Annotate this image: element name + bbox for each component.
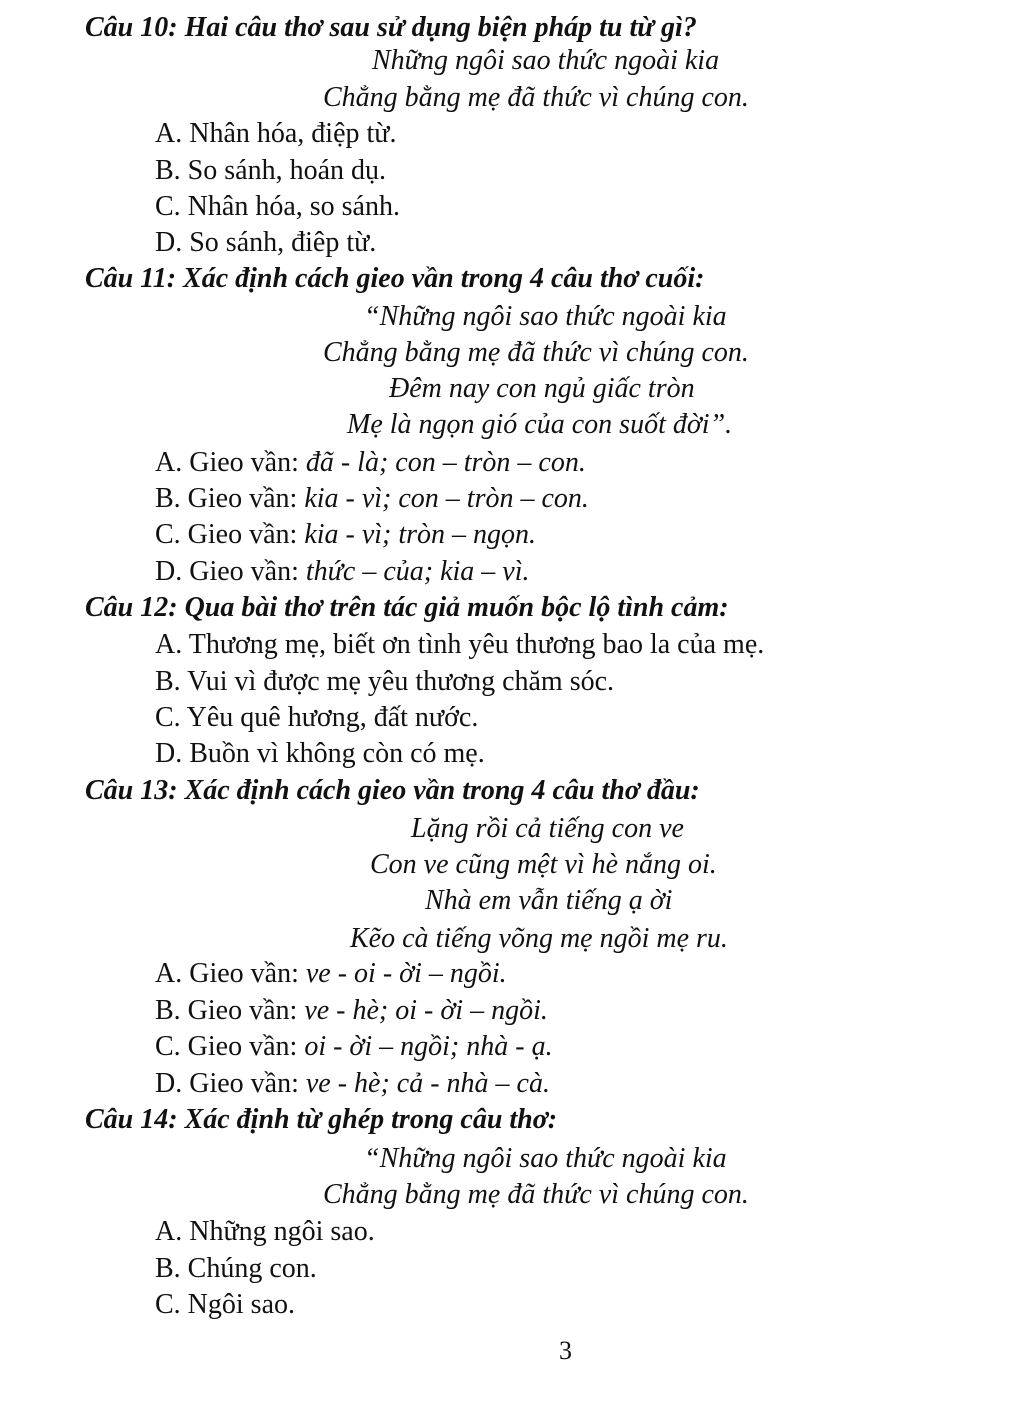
question-12-title: Câu 12: Qua bài thơ trên tác giả muốn bộc lộ tình cảm:	[85, 592, 729, 623]
q13-option-d-prefix: D. Gieo vần:	[155, 1068, 306, 1099]
q12-option-a: A. Thương mẹ, biết ơn tình yêu thương bao la của mẹ.	[155, 629, 765, 660]
question-14-title: Câu 14: Xác định từ ghép trong câu thơ:	[85, 1104, 558, 1135]
q11-option-b-prefix: B. Gieo vần:	[155, 483, 305, 514]
q10-option-d: D. So sánh, điêp từ.	[155, 227, 377, 258]
q11-option-d-prefix: D. Gieo vần:	[155, 556, 306, 587]
q11-option-a-answer: đã - là; con – tròn – con.	[305, 447, 586, 478]
q13-option-c-prefix: C. Gieo vần:	[155, 1031, 305, 1062]
q11-verse-line-1: “Những ngôi sao thức ngoài kia	[364, 301, 727, 332]
q10-verse-line-1: Những ngôi sao thức ngoài kia	[372, 45, 720, 76]
q13-option-b-answer: ve - hè; oi - ời – ngồi.	[304, 995, 548, 1026]
q11-verse-line-2: Chẳng bằng mẹ đã thức vì chúng con.	[323, 337, 749, 368]
q14-verse-line-1: “Những ngôi sao thức ngoài kia	[364, 1143, 727, 1174]
question-10-title: Câu 10: Hai câu thơ sau sử dụng biện pháp tu từ gì?	[85, 12, 697, 43]
page-number: 3	[559, 1336, 572, 1365]
q11-option-d-answer: thức – của; kia – vì.	[305, 556, 530, 587]
q13-verse-line-3: Nhà em vẫn tiếng ạ ời	[425, 885, 673, 916]
q13-option-a	[155, 960, 507, 988]
q13-option-c-answer: oi - ời – ngồi; nhà - ạ.	[304, 1031, 553, 1062]
q13-verse-line-4: Kẽo cà tiếng võng mẹ ngồi mẹ ru.	[350, 923, 728, 954]
q10-verse-line-2: Chẳng bằng mẹ đã thức vì chúng con.	[323, 82, 749, 113]
q14-option-b: B. Chúng con.	[155, 1253, 317, 1284]
q12-option-c: C. Yêu quê hương, đất nước.	[155, 702, 479, 733]
q13-option-a-answer: ve - oi - ời – ngồi.	[305, 958, 507, 989]
q11-option-c-prefix: C. Gieo vần:	[155, 519, 305, 550]
q13-verse-line-1: Lặng rồi cả tiếng con ve	[411, 813, 684, 844]
q13-option-d	[155, 1070, 550, 1098]
q11-option-b-answer: kia - vì; con – tròn – con.	[304, 483, 589, 514]
q12-option-b: B. Vui vì được mẹ yêu thương chăm sóc.	[155, 666, 615, 697]
q10-option-b: B. So sánh, hoán dụ.	[155, 155, 386, 186]
q11-option-b	[155, 485, 589, 513]
q11-verse-line-3: Đêm nay con ngủ giấc tròn	[389, 373, 695, 404]
question-13-title: Câu 13: Xác định cách gieo vần trong 4 câu thơ đầu:	[85, 775, 700, 806]
q12-option-d: D. Buồn vì không còn có mẹ.	[155, 738, 485, 769]
q11-option-c	[155, 521, 536, 549]
q14-verse-line-2: Chẳng bằng mẹ đã thức vì chúng con.	[323, 1179, 749, 1210]
q13-option-b	[155, 997, 548, 1025]
q11-option-a-prefix: A. Gieo vần:	[155, 447, 306, 478]
q10-option-a: A. Nhân hóa, điệp từ.	[155, 118, 397, 149]
q13-option-b-prefix: B. Gieo vần:	[155, 995, 305, 1026]
q13-verse-line-2: Con ve cũng mệt vì hè nắng oi.	[370, 849, 717, 880]
q14-option-a: A. Những ngôi sao.	[155, 1216, 375, 1247]
q10-option-c: C. Nhân hóa, so sánh.	[155, 191, 400, 222]
q13-option-c	[155, 1033, 553, 1061]
q13-option-d-answer: ve - hè; cả - nhà – cà.	[305, 1068, 550, 1099]
q11-option-a	[155, 449, 586, 477]
q13-option-a-prefix: A. Gieo vần:	[155, 958, 306, 989]
question-11-title: Câu 11: Xác định cách gieo vần trong 4 câu thơ cuối:	[85, 263, 705, 294]
q11-verse-line-4: Mẹ là ngọn gió của con suốt đời”.	[347, 409, 733, 440]
q11-option-d	[155, 558, 530, 586]
q11-option-c-answer: kia - vì; tròn – ngọn.	[304, 519, 537, 550]
q14-option-c: C. Ngôi sao.	[155, 1289, 295, 1320]
